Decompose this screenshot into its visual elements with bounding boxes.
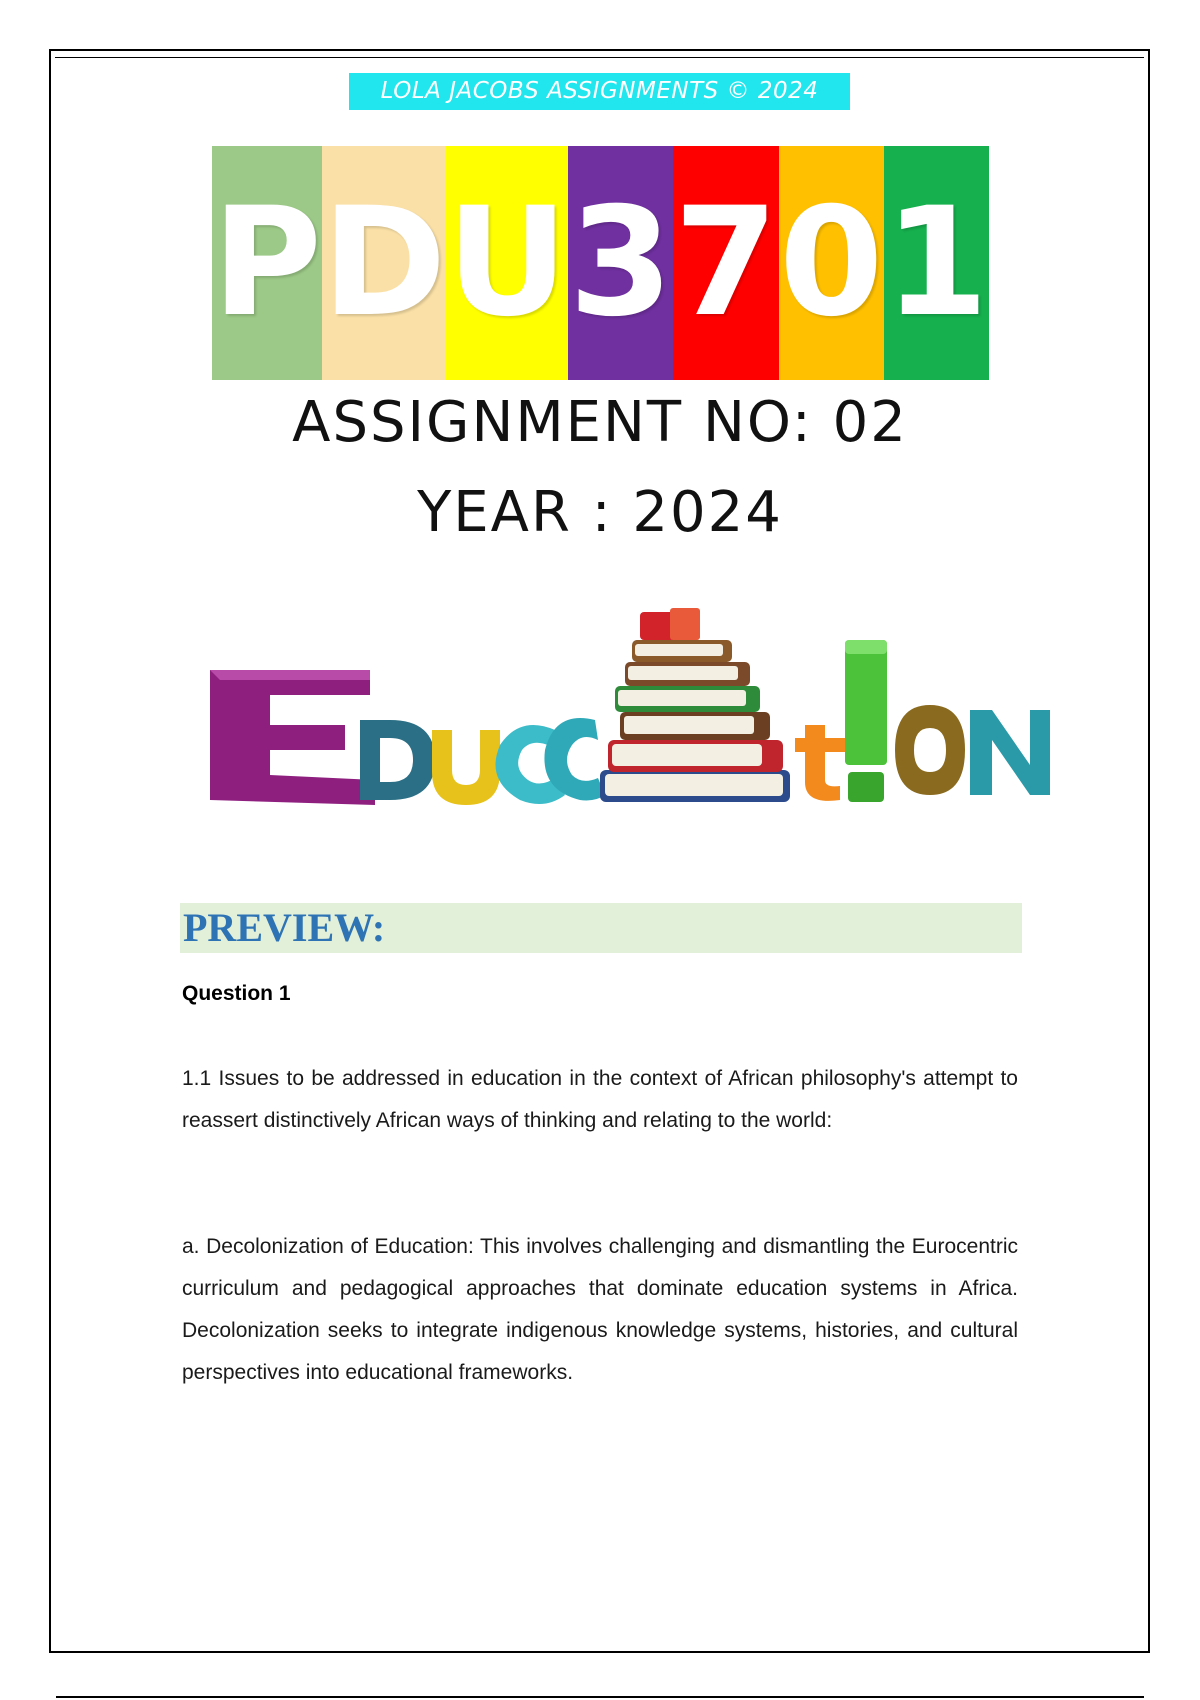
header-banner: LOLA JACOBS ASSIGNMENTS © 2024 [349,73,850,110]
books-stack-icon [600,608,790,802]
assignment-year: YEAR : 2024 [417,480,783,545]
course-code-tile [212,146,322,380]
preview-heading: PREVIEW: [180,903,1022,953]
question-heading: Question 1 [182,982,291,1005]
course-code-banner [212,146,989,380]
course-code-char: 0 [779,176,884,350]
course-code-tile [322,146,447,380]
education-wordart [200,600,1070,830]
course-code-tile [568,146,673,380]
course-code-char: D [321,176,447,350]
course-code-tile [884,146,989,380]
paragraph-decolonization: a. Decolonization of Education: This involves challenging and dismantling the Eurocentric curriculum and pedagogical approaches that dominate education systems in Africa. Decolonization seeks to integrate indigenous knowledge systems, histories, and cultural perspectives into educational frameworks. [182,1235,1018,1384]
wordart-letter-e [210,670,375,805]
footer-rule [56,1696,1144,1698]
paragraph-intro: 1.1 Issues to be addressed in education in the context of African philosophy's attempt to reassert distinctively African ways of thinking and relating to the world: [182,1067,1018,1132]
course-code-tile [446,146,568,380]
wordart-letter-i [845,640,887,802]
course-code-char: 7 [673,176,779,350]
wordart-letter-u [432,730,500,805]
wordart-letter-t [795,725,845,801]
wordart-letter-n [970,710,1050,795]
course-code-char: 1 [884,176,989,350]
wordart-letter-o [895,705,965,795]
wordart-letter-d [360,720,435,800]
course-code-tile [673,146,778,380]
course-code-char: 3 [568,176,674,350]
course-code-char: U [446,176,569,350]
course-code-tile [779,146,884,380]
course-code-char: P [212,176,322,350]
assignment-number: ASSIGNMENT NO: 02 [292,390,908,455]
